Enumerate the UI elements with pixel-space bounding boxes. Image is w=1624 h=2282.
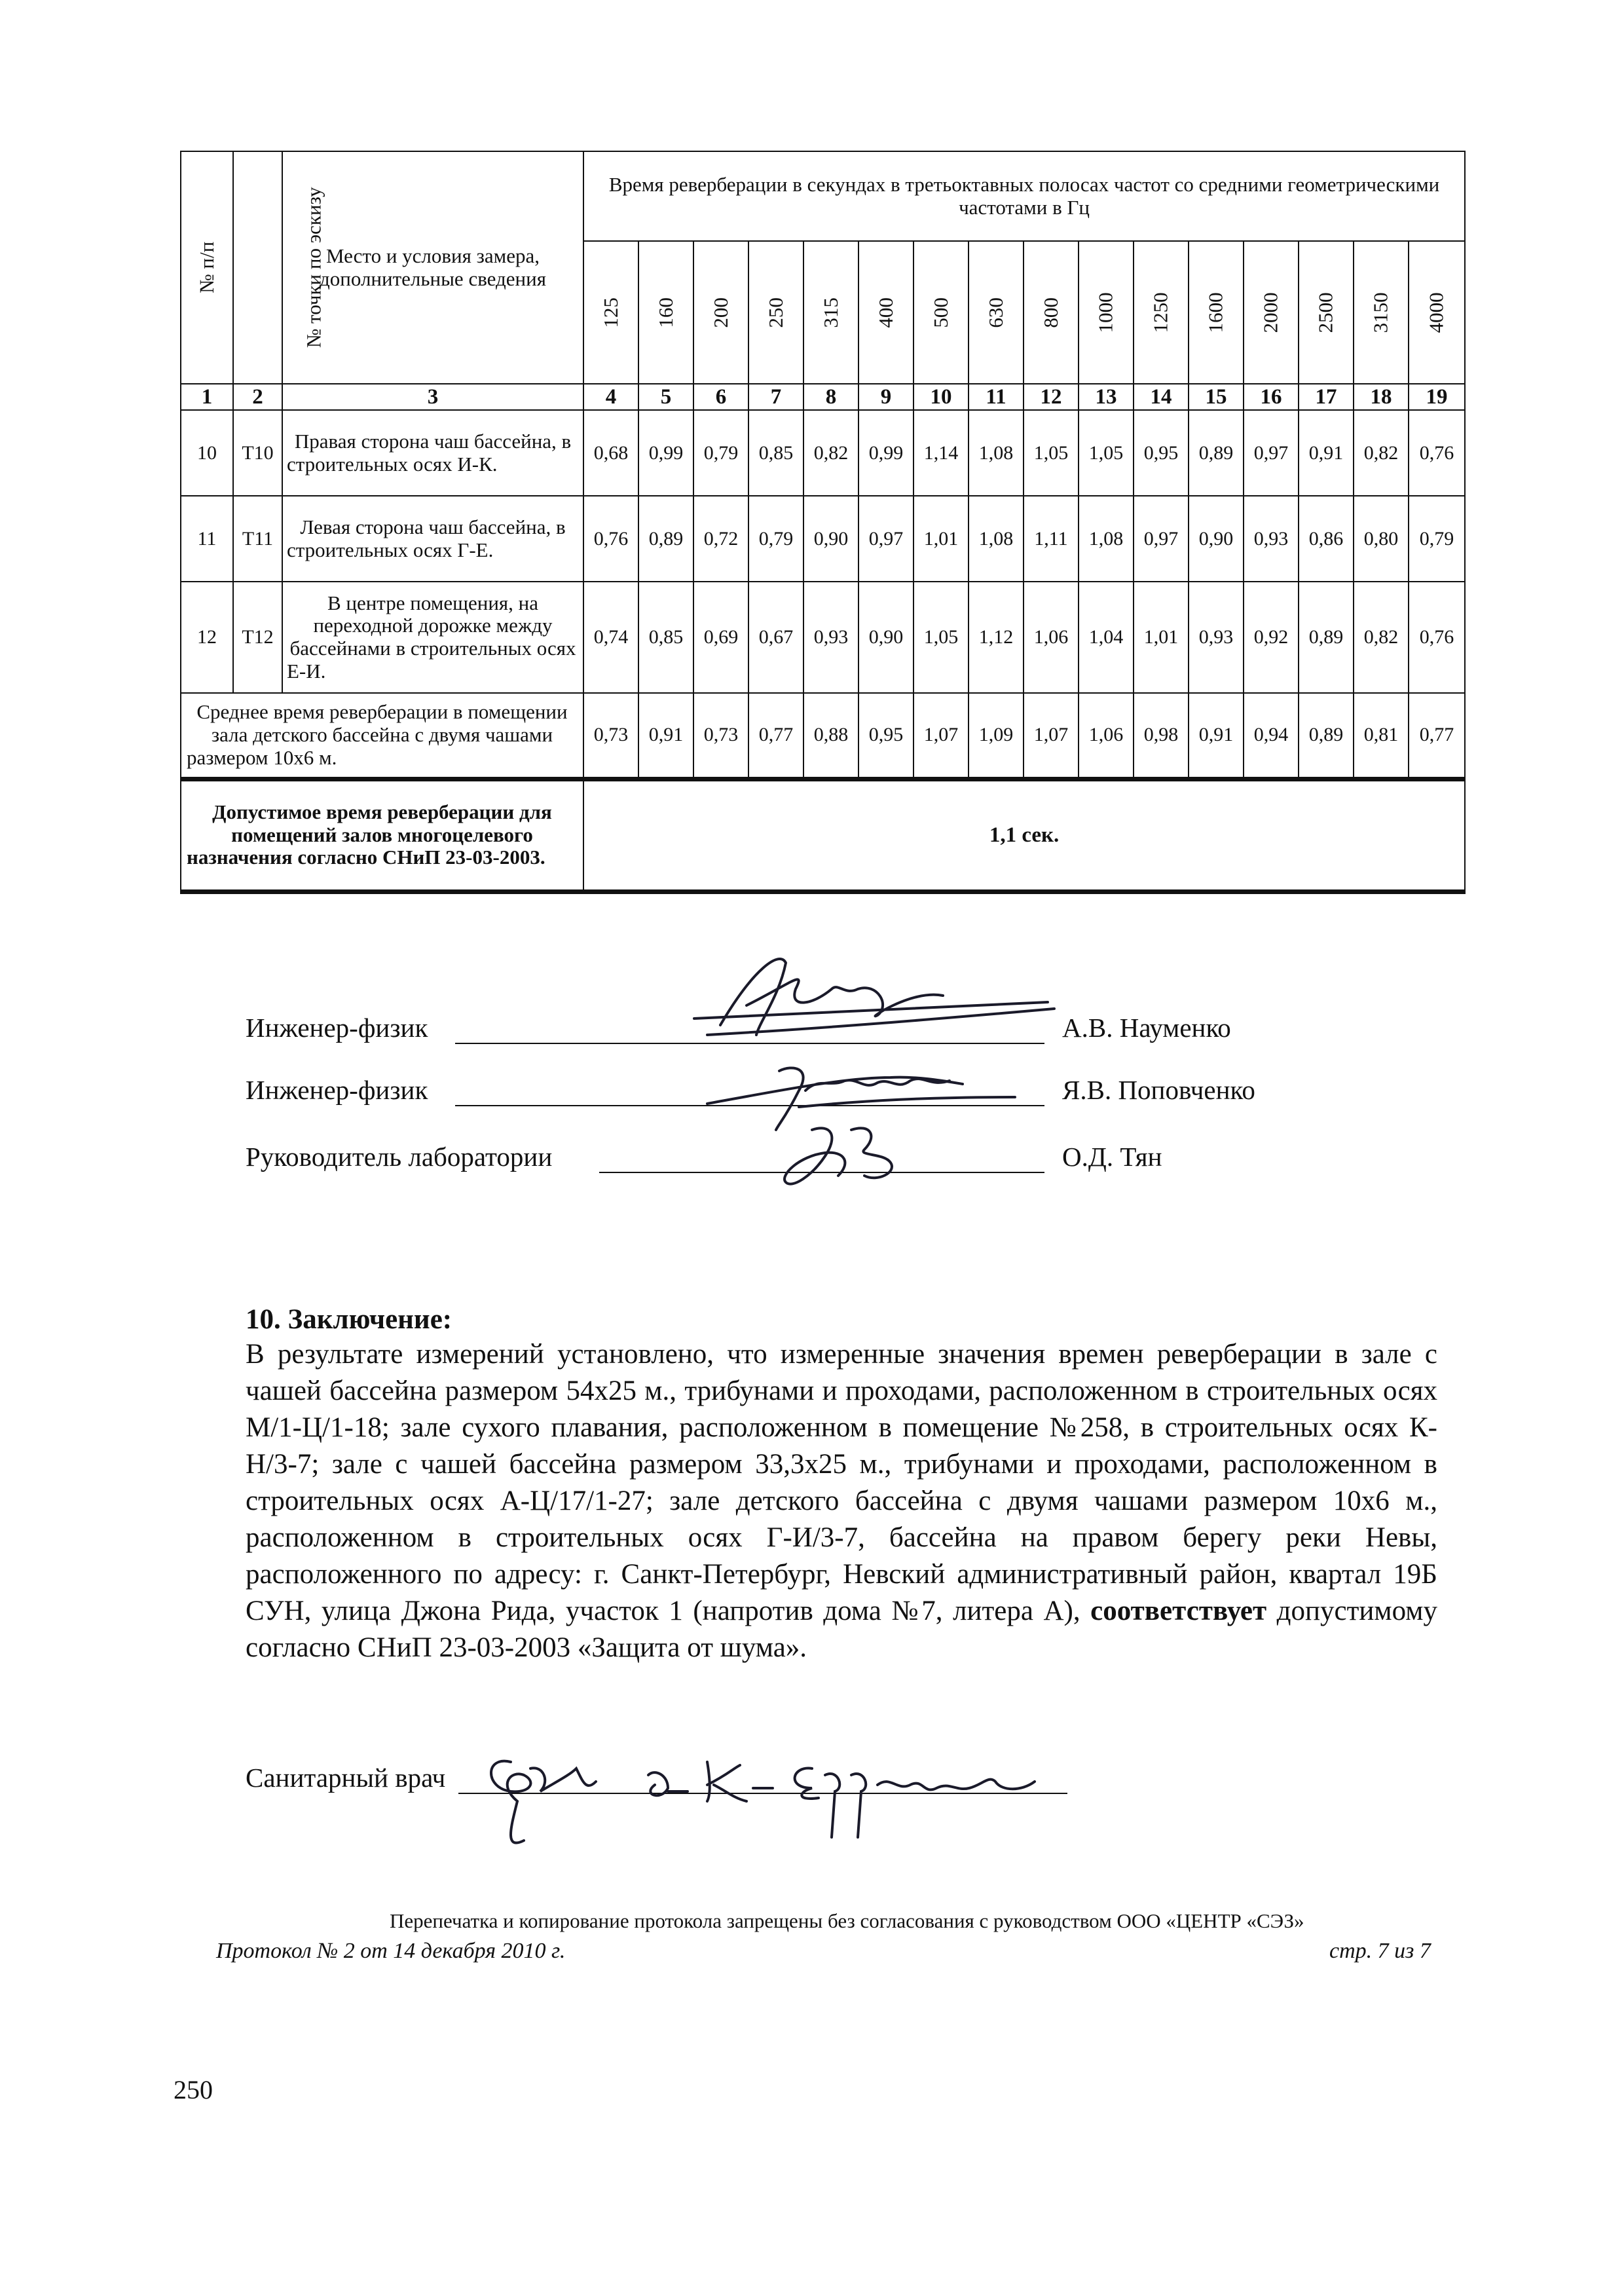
- average-value-cell: 0,81: [1354, 693, 1409, 779]
- signature-role: Руководитель лаборатории: [246, 1142, 553, 1172]
- footer-protocol: Протокол № 2 от 14 декабря 2010 г.: [216, 1939, 566, 1963]
- signature-name-1: А.В. Науменко: [1062, 1013, 1231, 1043]
- frequency-label: 500: [929, 297, 952, 328]
- value-cell: 0,97: [1134, 496, 1189, 582]
- value-cell: 1,12: [969, 582, 1024, 693]
- frequency-label: 250: [764, 297, 787, 328]
- frequency-header-cell: [1079, 241, 1134, 384]
- header-num-label: № п/п: [195, 241, 219, 294]
- column-number-cell: 2: [233, 384, 282, 410]
- value-cell: 0,93: [1189, 582, 1244, 693]
- frequency-header-cell: [1409, 241, 1465, 384]
- value-cell: 0,90: [858, 582, 913, 693]
- point-cell: Т11: [233, 496, 282, 582]
- average-value-cell: 0,88: [803, 693, 858, 779]
- header-num: [181, 151, 233, 384]
- average-value-cell: 0,91: [638, 693, 693, 779]
- frequency-header-cell: [583, 241, 638, 384]
- value-cell: 0,97: [1244, 410, 1299, 496]
- reverberation-table: [180, 151, 1466, 894]
- column-number-cell: 15: [1189, 384, 1244, 410]
- conclusion-text: [246, 1336, 1437, 1666]
- header-point-label: № точки по эскизу: [302, 187, 325, 348]
- frequency-header-cell: [1244, 241, 1299, 384]
- average-value-cell: 1,07: [913, 693, 969, 779]
- value-cell: 0,86: [1299, 496, 1354, 582]
- column-number-cell: 17: [1299, 384, 1354, 410]
- value-cell: 0,82: [1354, 582, 1409, 693]
- point-cell: Т12: [233, 582, 282, 693]
- value-cell: 0,89: [1299, 582, 1354, 693]
- conclusion-text-after: допустимому согласно СНиП 23-03-2003 «Защита от шума».: [246, 1596, 1438, 1663]
- column-number-cell: 11: [969, 384, 1024, 410]
- frequency-header-cell: [1354, 241, 1409, 384]
- conclusion-text-before: В результате измерений установлено, что измеренные значения времен реверберации в зале с чашей бассейна размером 54х25 м., трибунами и проходами, расположенном в строительных осях М/1-Ц/1-18; зале сухого плавания, расположенном в помещение №258, в строительных осях К-Н/3-7; зале с чашей бассейна размером 33,3х25 м., трибунами и проходами, расположенном в строительных осях А-Ц/17/1-27; зале детского бассейна с двумя чашами размером 10х6 м., расположенном в строительных осях Г-И/3-7, бассейна на правом берегу реки Невы, расположенного по адресу: г. Санкт-Петербург, Невский административный район, квартал 19Б СУН, улица Джона Рида, участок 1 (напротив дома №7, литера А),: [246, 1339, 1437, 1626]
- value-cell: 1,11: [1024, 496, 1079, 582]
- column-number-cell: 8: [803, 384, 858, 410]
- average-value-cell: 0,98: [1134, 693, 1189, 779]
- value-cell: 0,93: [803, 582, 858, 693]
- value-cell: 1,01: [1134, 582, 1189, 693]
- column-number-cell: 4: [583, 384, 638, 410]
- value-cell: 0,76: [583, 496, 638, 582]
- location-cell: Правая сторона чаш бассейна, в строительных осях И-К.: [282, 410, 583, 496]
- frequency-header-cell: [1189, 241, 1244, 384]
- average-value-cell: 1,06: [1079, 693, 1134, 779]
- average-value-cell: 0,77: [748, 693, 803, 779]
- average-value-cell: 0,95: [858, 693, 913, 779]
- frequency-header-cell: [803, 241, 858, 384]
- signature-role: Инженер-физик: [246, 1013, 428, 1043]
- header-time-group: Время реверберации в секундах в третьоктавных полосах частот со средними геометрическими частотами в Гц: [583, 151, 1465, 241]
- value-cell: 1,05: [1024, 410, 1079, 496]
- table-row: [181, 582, 1465, 693]
- signature-name-2: Я.В. Поповченко: [1062, 1075, 1255, 1105]
- column-number-cell: 18: [1354, 384, 1409, 410]
- value-cell: 0,67: [748, 582, 803, 693]
- frequency-label: 200: [709, 297, 732, 328]
- frequency-label: 630: [984, 297, 1007, 328]
- frequency-header-cell: [693, 241, 748, 384]
- value-cell: 1,08: [1079, 496, 1134, 582]
- frequency-header-cell: [1134, 241, 1189, 384]
- value-cell: 0,99: [638, 410, 693, 496]
- value-cell: 1,14: [913, 410, 969, 496]
- row-number-cell: 10: [181, 410, 233, 496]
- value-cell: 0,74: [583, 582, 638, 693]
- allowed-label: Допустимое время реверберации для помещений залов многоцелевого назначения согласно СНиП 23-03-2003.: [181, 779, 583, 891]
- average-label: Среднее время реверберации в помещении зала детского бассейна с двумя чашами размером 10х6 м.: [181, 693, 583, 779]
- column-number-cell: 19: [1409, 384, 1465, 410]
- value-cell: 0,91: [1299, 410, 1354, 496]
- signature-name-3: О.Д. Тян: [1062, 1142, 1162, 1172]
- row-number-cell: 11: [181, 496, 233, 582]
- average-value-cell: 0,94: [1244, 693, 1299, 779]
- frequency-header-cell: [638, 241, 693, 384]
- conclusion-bold-word: соответствует: [1090, 1596, 1267, 1626]
- value-cell: 0,68: [583, 410, 638, 496]
- value-cell: 0,76: [1409, 582, 1465, 693]
- frequency-label: 2000: [1259, 292, 1282, 333]
- signature-naumenko-mark: [681, 943, 1074, 1055]
- value-cell: 0,90: [1189, 496, 1244, 582]
- signature-tyan-mark: [773, 1117, 917, 1195]
- frequency-header-cell: [913, 241, 969, 384]
- value-cell: 0,89: [1189, 410, 1244, 496]
- frequency-label: 1000: [1094, 292, 1117, 333]
- column-number-cell: 9: [858, 384, 913, 410]
- footer-page-count: стр. 7 из 7: [1329, 1939, 1431, 1963]
- value-cell: 0,90: [803, 496, 858, 582]
- frequency-label: 315: [819, 297, 842, 328]
- frequency-label: 1600: [1204, 292, 1227, 333]
- value-cell: 0,97: [858, 496, 913, 582]
- sanitary-role: Санитарный врач: [246, 1763, 446, 1793]
- value-cell: 0,99: [858, 410, 913, 496]
- value-cell: 0,95: [1134, 410, 1189, 496]
- table-row: [181, 410, 1465, 496]
- average-value-cell: 0,73: [693, 693, 748, 779]
- column-number-cell: 1: [181, 384, 233, 410]
- column-number-cell: 14: [1134, 384, 1189, 410]
- value-cell: 1,05: [1079, 410, 1134, 496]
- column-number-row: [181, 384, 1465, 410]
- value-cell: 0,85: [638, 582, 693, 693]
- signature-row-3: [246, 1141, 552, 1172]
- value-cell: 0,80: [1354, 496, 1409, 582]
- point-cell: Т10: [233, 410, 282, 496]
- average-value-cell: 1,09: [969, 693, 1024, 779]
- frequency-header-cell: [1024, 241, 1079, 384]
- row-number-cell: 12: [181, 582, 233, 693]
- frequency-header-cell: [969, 241, 1024, 384]
- value-cell: 1,08: [969, 410, 1024, 496]
- column-number-cell: 10: [913, 384, 969, 410]
- column-number-cell: 6: [693, 384, 748, 410]
- frequency-label: 3150: [1369, 292, 1392, 333]
- average-value-cell: 1,07: [1024, 693, 1079, 779]
- column-number-cell: 5: [638, 384, 693, 410]
- conclusion-title: 10. Заключение:: [246, 1304, 452, 1335]
- allowed-row: [181, 779, 1465, 891]
- column-number-cell: 13: [1079, 384, 1134, 410]
- value-cell: 1,06: [1024, 582, 1079, 693]
- column-number-cell: 3: [282, 384, 583, 410]
- average-value-cell: 0,73: [583, 693, 638, 779]
- frequency-label: 2500: [1314, 292, 1337, 333]
- value-cell: 0,82: [1354, 410, 1409, 496]
- value-cell: 0,85: [748, 410, 803, 496]
- value-cell: 0,89: [638, 496, 693, 582]
- column-number-cell: 7: [748, 384, 803, 410]
- column-number-cell: 12: [1024, 384, 1079, 410]
- header-point: [233, 151, 325, 384]
- average-value-cell: 0,91: [1189, 693, 1244, 779]
- location-cell: В центре помещения, на переходной дорожке между бассейнами в строительных осях Е-И.: [282, 582, 583, 693]
- frequency-label: 800: [1039, 297, 1062, 328]
- frequency-header-cell: [1299, 241, 1354, 384]
- average-value-cell: 0,89: [1299, 693, 1354, 779]
- value-cell: 0,79: [693, 410, 748, 496]
- value-cell: 0,93: [1244, 496, 1299, 582]
- value-cell: 0,69: [693, 582, 748, 693]
- frequency-header-cell: [748, 241, 803, 384]
- signature-row-2: [246, 1074, 428, 1106]
- value-cell: 0,79: [748, 496, 803, 582]
- frequency-header-cell: [858, 241, 913, 384]
- value-cell: 0,79: [1409, 496, 1465, 582]
- reverberation-table-container: [180, 151, 1464, 894]
- value-cell: 1,04: [1079, 582, 1134, 693]
- page-number: 250: [174, 2075, 213, 2104]
- frequency-label: 125: [599, 297, 622, 328]
- frequency-label: 4000: [1424, 292, 1448, 333]
- value-cell: 0,92: [1244, 582, 1299, 693]
- signature-role: Инженер-физик: [246, 1075, 428, 1105]
- value-cell: 0,82: [803, 410, 858, 496]
- frequency-label: 400: [874, 297, 897, 328]
- signature-row-1: [246, 1012, 428, 1043]
- frequency-label: 1250: [1149, 292, 1172, 333]
- sanitary-signature-mark: [471, 1729, 1080, 1860]
- value-cell: 0,76: [1409, 410, 1465, 496]
- average-row: [181, 693, 1465, 779]
- average-value-cell: 0,77: [1409, 693, 1465, 779]
- allowed-value: 1,1 сек.: [583, 779, 1465, 891]
- table-row: [181, 496, 1465, 582]
- header-place: Место и условия замера, дополнительные сведения: [282, 151, 583, 384]
- location-cell: Левая сторона чаш бассейна, в строительных осях Г-Е.: [282, 496, 583, 582]
- footer-note: Перепечатка и копирование протокола запрещены без согласования с руководством ООО «ЦЕНТР «СЭЗ»: [390, 1909, 1304, 1932]
- value-cell: 1,05: [913, 582, 969, 693]
- value-cell: 0,72: [693, 496, 748, 582]
- value-cell: 1,08: [969, 496, 1024, 582]
- column-number-cell: 16: [1244, 384, 1299, 410]
- value-cell: 1,01: [913, 496, 969, 582]
- frequency-label: 160: [654, 297, 677, 328]
